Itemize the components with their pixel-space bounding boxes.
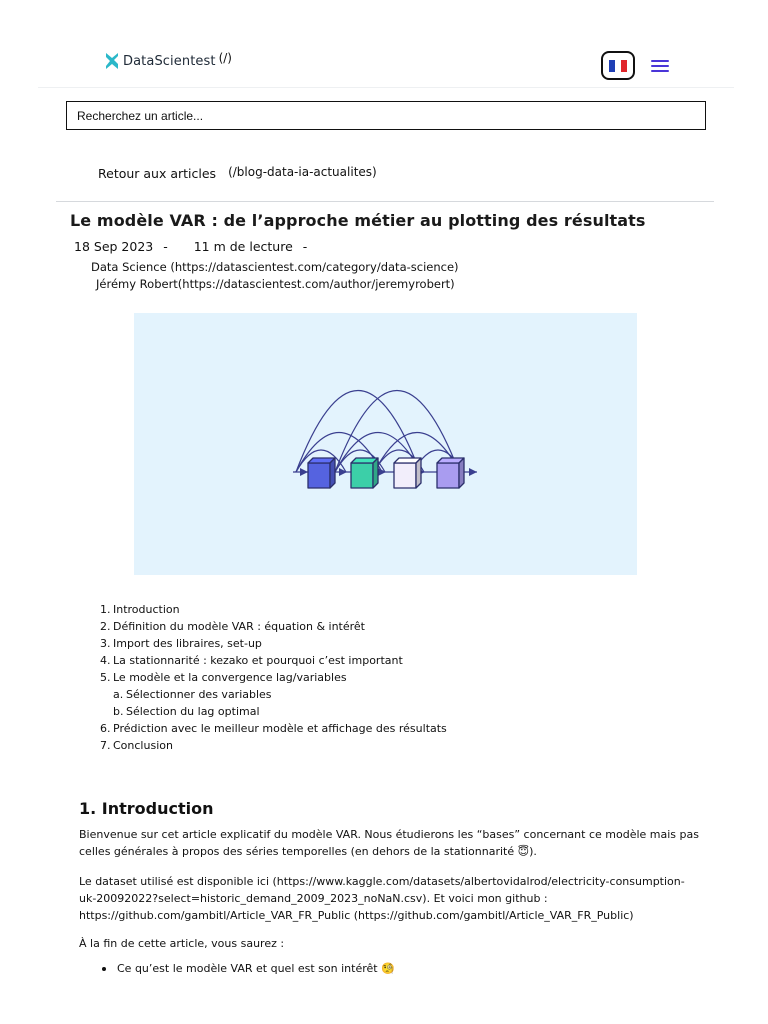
bullet-text: Ce qu’est le modèle VAR et quel est son intérêt 🧐: [117, 962, 395, 975]
toc-item-number: 1.: [100, 603, 111, 616]
intro-paragraph-1: Bienvenue sur cet article explicatif du modèle VAR. Nous étudierons les “bases” concernant ce modèle mais pas celles générales à propos des séries temporelles (en dehors de la stationnarité 😇).: [79, 828, 699, 858]
toc-item-number: 2.: [100, 620, 111, 633]
toc-item-number: 5.: [100, 671, 111, 684]
toc-item-label: Sélectionner des variables: [126, 688, 272, 701]
cube-icon: [437, 458, 464, 488]
toc-item-label: Import des libraires, set-up: [113, 637, 262, 650]
back-link-label: Retour aux articles: [98, 166, 217, 181]
read-time-label: m de lecture: [213, 239, 293, 254]
toc-item-number: 3.: [100, 637, 111, 650]
toc-item-label: Le modèle et la convergence lag/variables: [113, 671, 347, 684]
toc-item-label: Introduction: [113, 603, 180, 616]
intro-paragraph-3: À la fin de cette article, vous saurez :: [79, 937, 285, 950]
toc-item[interactable]: [100, 654, 447, 671]
article-date: 18 Sep 2023: [74, 239, 154, 254]
article-author-link[interactable]: Jérémy Robert(https://datascientest.com/author/jeremyrobert): [96, 277, 455, 291]
toc-item[interactable]: [100, 671, 447, 688]
section-heading-introduction: 1. Introduction: [79, 799, 214, 818]
meta-separator: -: [163, 239, 168, 254]
divider: [56, 201, 714, 202]
toc-item[interactable]: [100, 620, 447, 637]
toc-item[interactable]: [100, 637, 447, 654]
meta-separator-2: -: [302, 239, 308, 254]
toc-item-label: Prédiction avec le meilleur modèle et affichage des résultats: [113, 722, 447, 735]
site-header: [38, 40, 734, 88]
logo-text: DataScientest: [123, 53, 216, 69]
toc-item[interactable]: [100, 722, 447, 739]
toc-item[interactable]: [100, 688, 447, 705]
toc-item-number: a.: [113, 688, 124, 701]
article-hero-image: [134, 313, 637, 575]
table-of-contents: [100, 603, 447, 756]
list-item: [102, 962, 395, 975]
french-flag-icon: [609, 60, 627, 72]
toc-item-number: 7.: [100, 739, 111, 752]
toc-item-label: Définition du modèle VAR : équation & intérêt: [113, 620, 365, 633]
toc-item[interactable]: [100, 705, 447, 722]
toc-item-number: b.: [113, 705, 124, 718]
toc-item-number: 4.: [100, 654, 111, 667]
article-title: Le modèle VAR : de l’approche métier au plotting des résultats: [70, 211, 646, 230]
logo-link-suffix: (/): [218, 51, 232, 65]
language-selector-button[interactable]: [601, 51, 635, 80]
back-to-articles-link[interactable]: [98, 166, 377, 181]
back-link-url: (/blog-data-ia-actualites): [228, 165, 377, 179]
article-meta: [74, 239, 313, 254]
site-logo[interactable]: [104, 52, 232, 70]
search-input[interactable]: [66, 101, 706, 130]
toc-item-label: Sélection du lag optimal: [126, 705, 260, 718]
hamburger-icon[interactable]: [650, 57, 670, 73]
read-time-number: 11: [193, 239, 210, 254]
cube-icon: [351, 458, 378, 488]
article-category-link[interactable]: Data Science (https://datascientest.com/category/data-science): [91, 260, 459, 274]
toc-item[interactable]: [100, 603, 447, 620]
cube-icon: [394, 458, 421, 488]
intro-paragraph-2: Le dataset utilisé est disponible ici (https://www.kaggle.com/datasets/albertovidalrod/electricity-consumption-uk-20092022?select=historic_demand_2009_2023_noNaN.csv). Et voici mon github : https://github.com/gambitl/Article_VAR_FR_Public (https://github.com/gambitl/Article_VAR_FR_Public): [79, 875, 685, 922]
toc-item-label: Conclusion: [113, 739, 173, 752]
var-model-illustration: [134, 313, 637, 575]
toc-item-label: La stationnarité : kezako et pourquoi c’est important: [113, 654, 403, 667]
cube-icon: [308, 458, 335, 488]
toc-item-number: 6.: [100, 722, 111, 735]
datascientest-logo-icon: [104, 52, 120, 70]
toc-item[interactable]: [100, 739, 447, 756]
